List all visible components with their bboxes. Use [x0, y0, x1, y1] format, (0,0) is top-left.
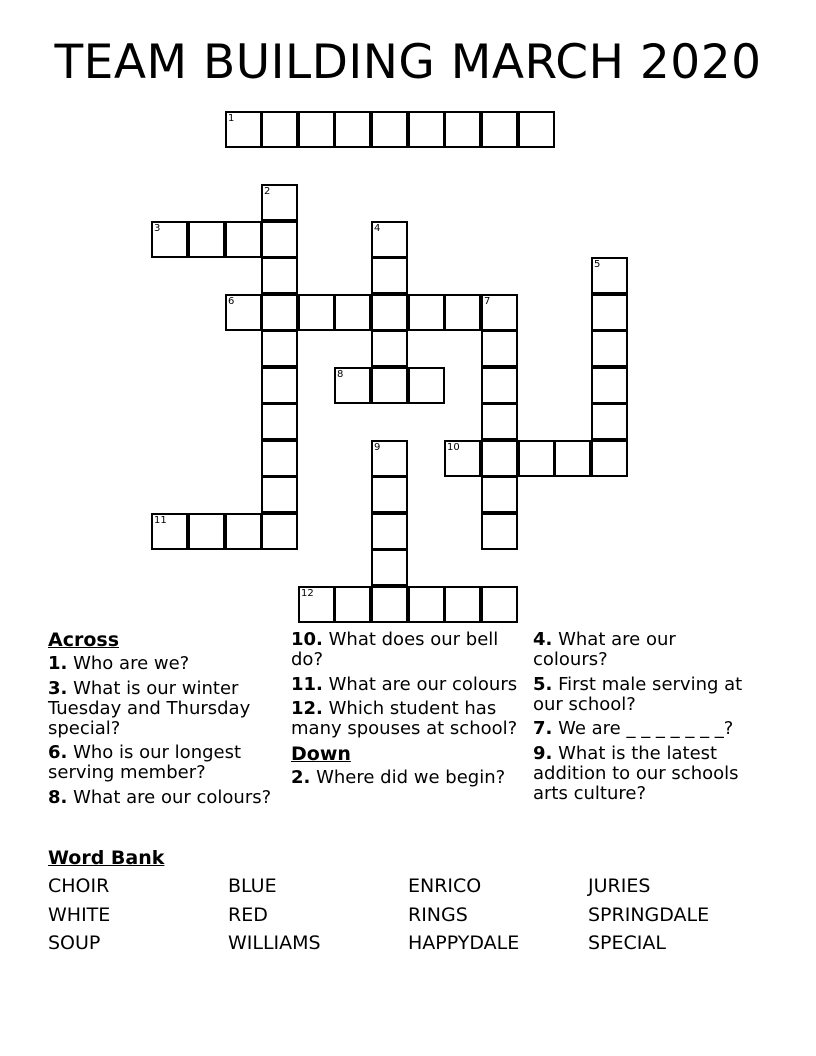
word-bank-word: RINGS: [408, 904, 468, 926]
crossword-cell[interactable]: [151, 221, 188, 258]
word-bank-word: BLUE: [228, 875, 277, 897]
down-clue-5: 5. First male serving at our school?: [533, 673, 743, 715]
crossword-cell[interactable]: [334, 367, 371, 404]
crossword-cell[interactable]: [371, 476, 408, 513]
crossword-cell[interactable]: [261, 184, 298, 221]
clue-number: 3: [154, 223, 161, 234]
crossword-cell[interactable]: [481, 294, 518, 331]
crossword-cell[interactable]: [371, 330, 408, 367]
crossword-cell[interactable]: [261, 257, 298, 294]
word-bank-word: SPRINGDALE: [588, 904, 710, 926]
crossword-cell[interactable]: [334, 586, 371, 623]
crossword-cell[interactable]: [334, 111, 371, 148]
crossword-cell[interactable]: [444, 440, 481, 477]
crossword-cell[interactable]: [371, 586, 408, 623]
clue-number: 1: [228, 113, 235, 124]
clue-number: 10: [447, 442, 460, 453]
crossword-cell[interactable]: [444, 586, 481, 623]
crossword-cell[interactable]: [261, 367, 298, 404]
crossword-cell[interactable]: [481, 476, 518, 513]
across-clue-3: 3. What is our winter Tuesday and Thursday special?: [48, 677, 251, 739]
crossword-cell[interactable]: [225, 221, 262, 258]
crossword-cell[interactable]: [261, 221, 298, 258]
crossword-cell[interactable]: [481, 330, 518, 367]
crossword-cell[interactable]: [408, 367, 445, 404]
crossword-cell[interactable]: [408, 586, 445, 623]
down-clue-4: 4. What are our colours?: [533, 629, 676, 670]
crossword-cell[interactable]: [371, 367, 408, 404]
word-bank-word: WHITE: [48, 904, 111, 926]
crossword-cell[interactable]: [298, 111, 335, 148]
crossword-cell[interactable]: [408, 294, 445, 331]
crossword-cell[interactable]: [261, 294, 298, 331]
crossword-cell[interactable]: [481, 367, 518, 404]
clue-column-2: [291, 630, 523, 792]
word-bank-word: CHOIR: [48, 875, 110, 897]
crossword-cell[interactable]: [371, 513, 408, 550]
crossword-cell[interactable]: [591, 294, 628, 331]
crossword-cell[interactable]: [591, 367, 628, 404]
crossword-cell[interactable]: [444, 111, 481, 148]
across-clue-1: 1. Who are we?: [48, 653, 190, 674]
down-clue-9: 9. What is the latest addition to our schools arts culture?: [533, 742, 739, 804]
crossword-cell[interactable]: [371, 440, 408, 477]
crossword-cell[interactable]: [481, 513, 518, 550]
word-bank-word: SOUP: [48, 932, 101, 954]
clue-number: 4: [374, 223, 381, 234]
crossword-cell[interactable]: [298, 294, 335, 331]
clue-column-1: [48, 630, 273, 812]
word-bank-word: WILLIAMS: [228, 932, 321, 954]
across-clue-8: 8. What are our colours?: [48, 786, 272, 808]
crossword-cell[interactable]: [591, 440, 628, 477]
down-heading: Down: [291, 742, 351, 765]
across-heading: Across: [48, 629, 120, 651]
clue-number: 8: [337, 369, 344, 380]
crossword-cell[interactable]: [518, 111, 555, 148]
word-bank-word: ENRICO: [408, 875, 482, 897]
word-bank-word: JURIES: [588, 875, 651, 897]
crossword-cell[interactable]: [481, 403, 518, 440]
crossword-cell[interactable]: [371, 294, 408, 331]
crossword-cell[interactable]: [261, 513, 298, 550]
crossword-cell[interactable]: [225, 513, 262, 550]
crossword-cell[interactable]: [261, 403, 298, 440]
crossword-cell[interactable]: [591, 330, 628, 367]
crossword-cell[interactable]: [591, 403, 628, 440]
word-bank-word: SPECIAL: [588, 932, 666, 954]
crossword-cell[interactable]: [261, 476, 298, 513]
crossword-cell[interactable]: [591, 257, 628, 294]
word-bank-heading: Word Bank: [48, 847, 165, 869]
puzzle-title: TEAM BUILDING MARCH 2020: [54, 35, 762, 90]
across-clue-11: 11. What are our colours: [291, 673, 518, 695]
crossword-cell[interactable]: [225, 294, 262, 331]
crossword-cell[interactable]: [554, 440, 591, 477]
word-bank-word: HAPPYDALE: [408, 932, 520, 954]
clue-column-3: [533, 630, 755, 808]
crossword-cell[interactable]: [188, 513, 225, 550]
clue-number: 5: [594, 259, 601, 270]
clue-number: 12: [301, 588, 314, 599]
crossword-cell[interactable]: [481, 440, 518, 477]
clue-number: 2: [264, 186, 271, 197]
crossword-cell[interactable]: [151, 513, 188, 550]
crossword-cell[interactable]: [408, 111, 445, 148]
crossword-cell[interactable]: [334, 294, 371, 331]
down-clue-2: 2. Where did we begin?: [291, 766, 506, 788]
crossword-cell[interactable]: [261, 111, 298, 148]
clue-number: 6: [228, 296, 235, 307]
across-clue-6: 6. Who is our longest serving member?: [48, 742, 242, 784]
across-clue-12: 12. Which student has many spouses at school?: [291, 698, 518, 740]
crossword-cell[interactable]: [261, 330, 298, 367]
crossword-cell[interactable]: [371, 111, 408, 148]
crossword-cell[interactable]: [371, 257, 408, 294]
crossword-cell[interactable]: [261, 440, 298, 477]
crossword-cell[interactable]: [225, 111, 262, 148]
crossword-cell[interactable]: [371, 221, 408, 258]
down-clue-7: 7. We are _ _ _ _ _ _ _?: [533, 718, 734, 740]
crossword-cell[interactable]: [298, 586, 335, 623]
across-clue-10: 10. What does our bell do?: [291, 629, 499, 670]
crossword-cell[interactable]: [481, 111, 518, 148]
crossword-cell[interactable]: [371, 549, 408, 586]
clue-number: 11: [154, 515, 167, 526]
crossword-cell[interactable]: [444, 294, 481, 331]
clue-number: 9: [374, 442, 381, 453]
crossword-cell[interactable]: [481, 586, 518, 623]
crossword-cell[interactable]: [518, 440, 555, 477]
crossword-cell[interactable]: [188, 221, 225, 258]
clue-number: 7: [484, 296, 491, 307]
word-bank-word: RED: [228, 904, 268, 926]
